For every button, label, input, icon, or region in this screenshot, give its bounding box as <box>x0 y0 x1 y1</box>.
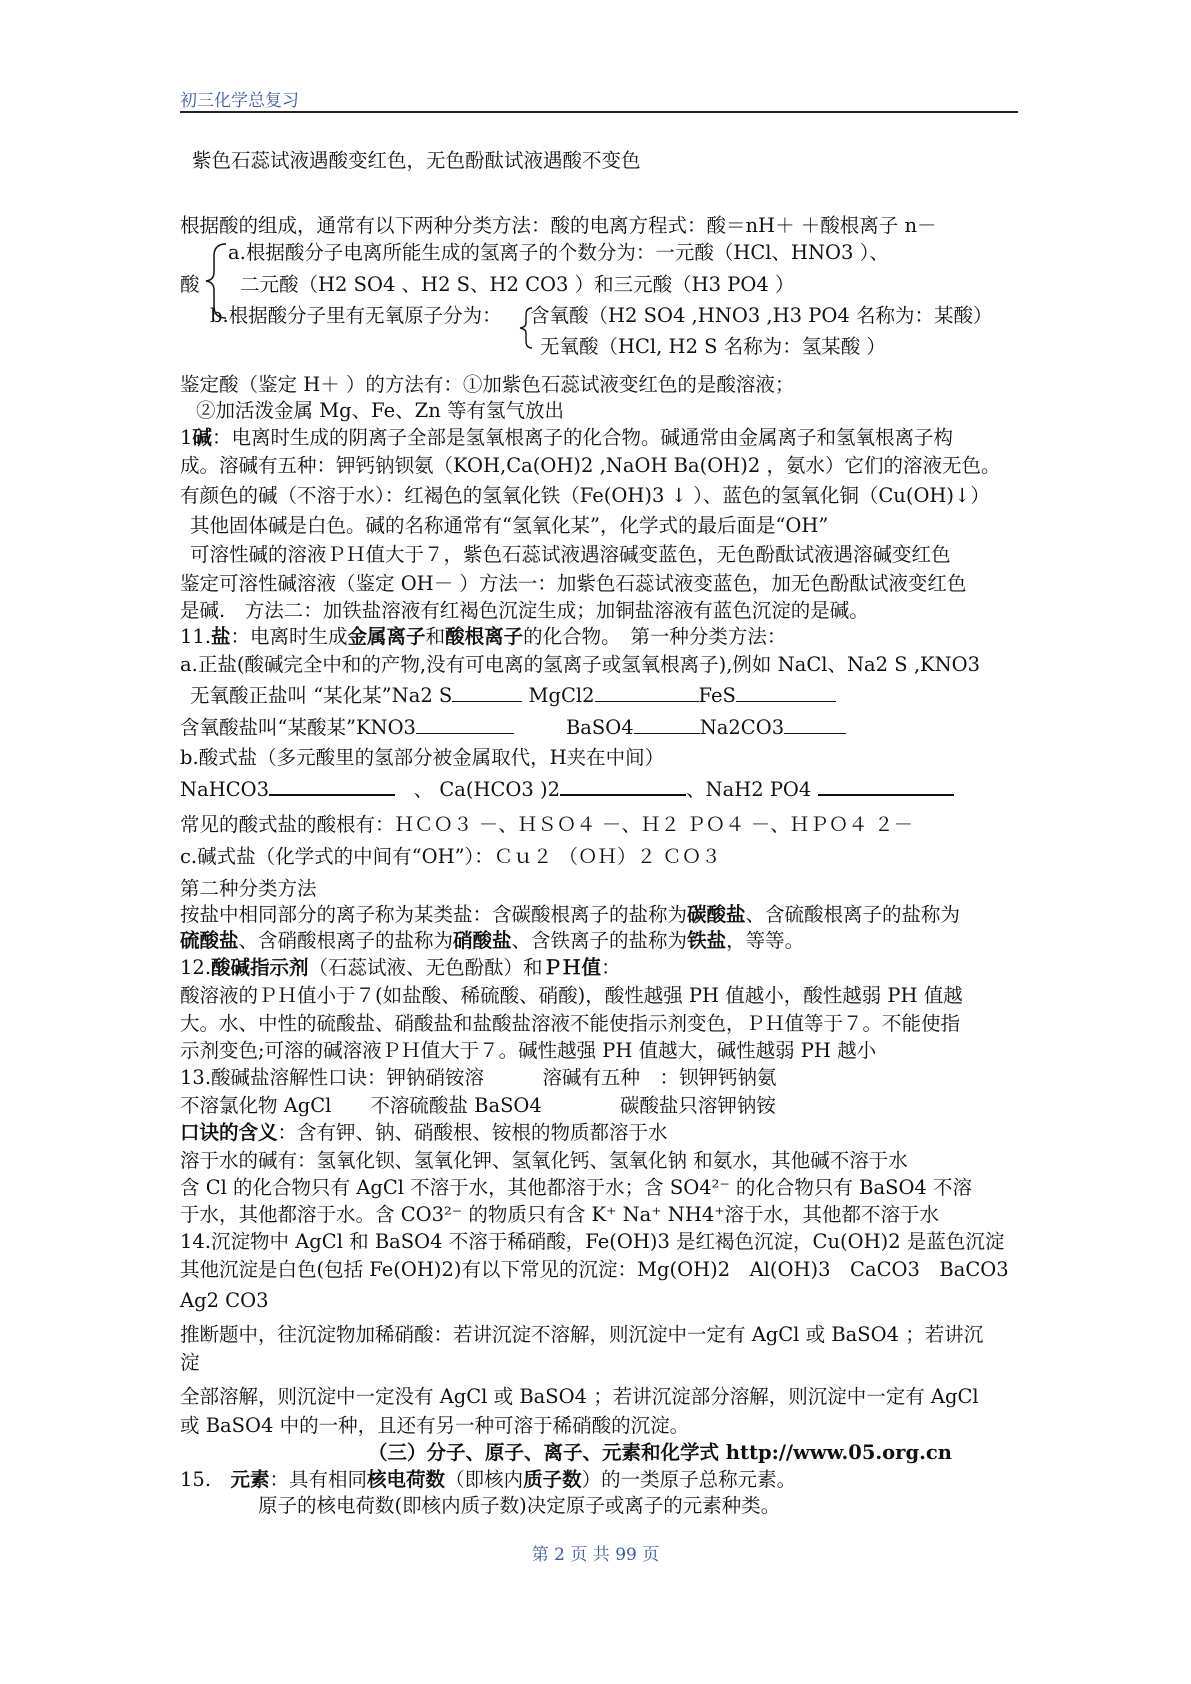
text-line: b.根据酸分子里有无氧原子分为： <box>210 304 502 327</box>
term-proton-number: 质子数 <box>523 1468 582 1491</box>
text-line: 全部溶解，则沉淀中一定没有 AgCl 或 BaSO4 ；若讲沉淀部分溶解，则沉淀中一定有 AgCl <box>180 1385 979 1408</box>
term-iron-salt: 铁盐 <box>687 929 727 952</box>
header-rule <box>180 111 1018 113</box>
item-number: 12. <box>180 956 212 979</box>
text-span: 含氧酸盐叫“某酸某”KNO3 <box>180 716 416 739</box>
item-number: 15. <box>180 1468 231 1491</box>
page-footer: 第 2 页 共 99 页 <box>531 1545 660 1565</box>
blank-line <box>818 776 954 796</box>
term-salt: 盐 <box>211 625 231 648</box>
item-number: 1 <box>180 426 193 449</box>
blank-line <box>269 776 395 796</box>
acid-label: 酸 <box>180 273 200 296</box>
text-span: ：电离时生成 <box>230 625 348 648</box>
blank-line <box>736 683 836 702</box>
text-span: ：具有相同 <box>269 1468 368 1491</box>
term-element: 元素 <box>230 1468 270 1491</box>
text-span: 和 <box>425 625 446 648</box>
text-span: （石蕊试液、无色酚酞）和 <box>308 956 543 979</box>
blank-line <box>784 715 846 734</box>
text-span: ，等等。 <box>726 929 805 952</box>
text-line: c.碱式盐（化学式的中间有“OH”）：Ｃｕ２ （ＯＨ）２ ＣＯ３ <box>180 845 721 868</box>
blank-line <box>595 683 699 702</box>
text-line: 13.酸碱盐溶解性口诀：钾钠硝铵溶 溶碱有五种 ：钡钾钙钠氨 <box>180 1066 777 1089</box>
text-line <box>180 955 621 981</box>
term-nuclear-charge: 核电荷数 <box>367 1468 446 1491</box>
text-span: 、含硫酸根离子的盐称为 <box>745 903 961 926</box>
text-line: a.根据酸分子电离所能生成的氢离子的个数分为：一元酸（HCl、HNO3 ）、 <box>228 241 889 264</box>
text-line: a.正盐(酸碱完全中和的产物,没有可电离的氢离子或氢氧根离子),例如 NaCl、Na2 S ,KNO3 <box>180 653 981 676</box>
text-line: 其他固体碱是白色。碱的名称通常有“氢氧化某”，化学式的最后面是“OH” <box>190 514 829 537</box>
text-line: ②加活泼金属 Mg、Fe、Zn 等有氢气放出 <box>196 399 564 422</box>
text-line <box>180 1120 668 1146</box>
blank-line <box>452 683 522 702</box>
text-span: ：含有钾、钠、硝酸根、铵根的物质都溶于水 <box>277 1121 668 1144</box>
text-line: b.酸式盐（多元酸里的氢部分被金属取代，H夹在中间） <box>180 746 665 769</box>
text-span: 无氧酸正盐叫 “某化某”Na2 S <box>190 684 453 707</box>
text-line: 有颜色的碱（不溶于水）：红褐色的氢氧化铁（Fe(OH)3 ↓ ）、蓝色的氢氧化铜（Cu(OH)↓） <box>180 484 990 507</box>
text-span: BaSO4 <box>565 716 634 739</box>
text-line: 于水，其他都溶于水。含 CO3²⁻ 的物质只有含 K⁺ Na⁺ NH4⁺溶于水，其他都不溶于水 <box>180 1203 940 1226</box>
text-span: Na2CO3 <box>699 716 785 739</box>
text-span: 、含铁离子的盐称为 <box>511 929 688 952</box>
text-span: 按盐中相同部分的离子称为某类盐：含碳酸根离子的盐称为 <box>180 903 688 926</box>
text-span: 、 Ca(HCO3 )2 <box>413 778 561 801</box>
text-line: 二元酸（H2 SO4 、H2 S、H2 CO3 ）和三元酸（H3 PO4 ） <box>240 273 795 296</box>
text-line: 原子的核电荷数(即核内质子数)决定原子或离子的元素种类。 <box>258 1494 781 1517</box>
text-line: 常见的酸式盐的酸根有：ＨＣＯ３ －、ＨＳＯ４ －、Ｈ２ ＰＯ４ －、ＨＰＯ４ ２－ <box>180 813 913 836</box>
text-span: （即核内 <box>445 1468 524 1491</box>
text-span: NaHCO3 <box>180 778 270 801</box>
text-span: MgCl2 <box>528 684 595 707</box>
text-span: 、NaH2 PO4 <box>686 778 812 801</box>
text-line: 无氧酸（HCl, H2 S 名称为：氢某酸 ） <box>540 335 886 358</box>
text-line: 鉴定酸（鉴定 H＋ ）的方法有：①加紫色石蕊试液变红色的是酸溶液； <box>180 373 795 396</box>
text-line: 示剂变色;可溶的碱溶液ＰＨ值大于７。碱性越强 PH 值越大，碱性越弱 PH 越小 <box>180 1039 877 1062</box>
text-span: FeS <box>698 684 736 707</box>
term-carbonate: 碳酸盐 <box>687 903 746 926</box>
term-sulfate: 硫酸盐 <box>180 929 239 952</box>
text-span: 的化合物。 第一种分类方法： <box>523 625 787 648</box>
text-span: ： <box>601 956 621 979</box>
text-line: Ag2 CO3 <box>180 1289 269 1312</box>
text-line <box>190 683 836 709</box>
blank-line <box>560 776 686 796</box>
text-line: 是碱. 方法二：加铁盐溶液有红褐色沉淀生成；加铜盐溶液有蓝色沉淀的是碱。 <box>180 599 869 622</box>
text-span: ：电离时生成的阴离子全部是氢氧根离子的化合物。碱通常由金属离子和氢氧根离子构 <box>211 426 953 449</box>
term-base: 碱 <box>192 426 212 449</box>
document-header: 初三化学总复习 <box>180 91 299 111</box>
section-heading: （三）分子、原子、离子、元素和化学式 http://www.05.org.cn <box>368 1441 952 1464</box>
term-metal-ion: 金属离子 <box>347 625 426 648</box>
text-line <box>180 776 954 803</box>
text-line <box>180 928 804 954</box>
text-line: 成。溶碱有五种：钾钙钠钡氨（KOH,Ca(OH)2 ,NaOH Ba(OH)2 ，氨水）它们的溶液无色。 <box>180 454 1001 477</box>
blank-line <box>634 715 700 734</box>
text-line: 淀 <box>180 1351 200 1374</box>
term-ph: ＰＨ值 <box>542 956 602 979</box>
text-line <box>180 1467 796 1493</box>
text-span: ）的一类原子总称元素。 <box>581 1468 797 1491</box>
text-line: 不溶氯化物 AgCl 不溶硫酸盐 BaSO4 碳酸盐只溶钾钠铵 <box>180 1094 776 1117</box>
text-line: 根据酸的组成，通常有以下两种分类方法：酸的电离方程式：酸＝nH＋ ＋酸根离子 n－ <box>180 214 937 237</box>
text-line: 推断题中，往沉淀物加稀硝酸：若讲沉淀不溶解，则沉淀中一定有 AgCl 或 BaSO4 ；若讲沉 <box>180 1323 984 1346</box>
term-mnemonic-meaning: 口诀的含义 <box>180 1121 278 1144</box>
term-nitrate: 硝酸盐 <box>453 929 512 952</box>
text-line: 或 BaSO4 中的一种，且还有另一种可溶于稀硝酸的沉淀。 <box>180 1414 690 1437</box>
blank-line <box>416 715 514 734</box>
text-line <box>180 715 846 741</box>
text-line: 大。水、中性的硫酸盐、硝酸盐和盐酸盐溶液不能使指示剂变色，ＰＨ值等于７。不能使指 <box>180 1012 961 1035</box>
text-span: 、含硝酸根离子的盐称为 <box>238 929 454 952</box>
text-line: 含氧酸（H2 SO4 ,HNO3 ,H3 PO4 名称为：某酸） <box>530 304 993 327</box>
item-number: 11. <box>180 625 212 648</box>
term-acid-radical: 酸根离子 <box>445 625 524 648</box>
text-line <box>180 425 953 451</box>
text-line <box>180 624 786 650</box>
text-line: 鉴定可溶性碱溶液（鉴定 OH－ ）方法一：加紫色石蕊试液变蓝色，加无色酚酞试液变红色 <box>180 572 967 595</box>
text-line: 其他沉淀是白色(包括 Fe(OH)2)有以下常见的沉淀：Mg(OH)2 Al(OH)3 CaCO3 BaCO3 <box>180 1258 1009 1281</box>
term-indicator: 酸碱指示剂 <box>211 956 309 979</box>
text-line: 第二种分类方法 <box>180 877 317 900</box>
text-line: 酸溶液的ＰＨ值小于７(如盐酸、稀硫酸、硝酸)，酸性越强 PH 值越小，酸性越弱 PH 值越 <box>180 984 963 1007</box>
text-line: 含 Cl 的化合物只有 AgCl 不溶于水，其他都溶于水；含 SO4²⁻ 的化合物只有 BaSO4 不溶 <box>180 1176 973 1199</box>
text-line: 可溶性碱的溶液ＰＨ值大于７，紫色石蕊试液遇溶碱变蓝色，无色酚酞试液遇溶碱变红色 <box>190 543 951 566</box>
text-line: 溶于水的碱有：氢氧化钡、氢氧化钾、氢氧化钙、氢氧化钠 和氨水，其他碱不溶于水 <box>180 1149 908 1172</box>
text-line: 14.沉淀物中 AgCl 和 BaSO4 不溶于稀硝酸，Fe(OH)3 是红褐色沉淀，Cu(OH)2 是蓝色沉淀 <box>180 1230 1005 1253</box>
text-line <box>180 902 960 928</box>
text-line: 紫色石蕊试液遇酸变红色，无色酚酞试液遇酸不变色 <box>192 149 641 172</box>
